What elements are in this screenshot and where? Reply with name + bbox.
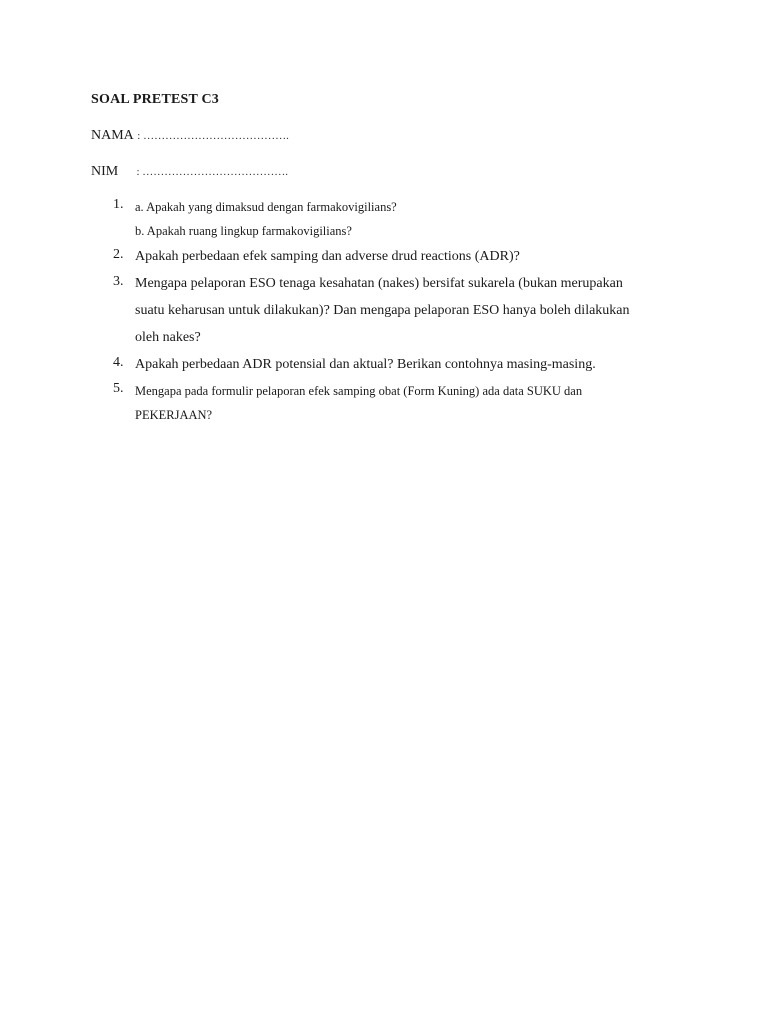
question-text <box>135 381 582 429</box>
question-text <box>135 197 397 245</box>
nim-field <box>91 164 288 180</box>
question-line: PEKERJAAN? <box>135 408 213 422</box>
question-number: 2. <box>113 247 124 262</box>
nama-value: : …………………………………. <box>137 130 289 142</box>
question-line: Mengapa pelaporan ESO tenaga kesahatan (nakes) bersifat sukarela (bukan merupakan <box>135 276 623 291</box>
question-number: 3. <box>113 274 124 289</box>
question-line: Apakah perbedaan ADR potensial dan aktual? Berikan contohnya masing-masing. <box>135 357 596 372</box>
nim-value: : …………………………………. <box>136 166 289 178</box>
question-number: 4. <box>113 355 124 370</box>
nim-label: NIM <box>91 164 119 179</box>
question-number: 5. <box>113 381 124 396</box>
question-line: b. Apakah ruang lingkup farmakovigilians? <box>135 224 352 238</box>
question-line: suatu keharusan untuk dilakukan)? Dan mengapa pelaporan ESO hanya boleh dilakukan <box>135 303 630 318</box>
nama-field <box>91 128 289 144</box>
question-line: oleh nakes? <box>135 330 201 345</box>
nama-label: NAMA <box>91 128 134 143</box>
question-line: Mengapa pada formulir pelaporan efek samping obat (Form Kuning) ada data SUKU dan <box>135 384 583 398</box>
question-text <box>135 355 596 382</box>
page-title: SOAL PRETEST C3 <box>91 92 220 107</box>
question-text <box>135 247 520 274</box>
question-line: Apakah perbedaan efek samping dan adverse drud reactions (ADR)? <box>135 249 520 264</box>
question-line: a. Apakah yang dimaksud dengan farmakovigilians? <box>135 200 397 214</box>
question-text <box>135 274 630 355</box>
question-number: 1. <box>113 197 124 212</box>
